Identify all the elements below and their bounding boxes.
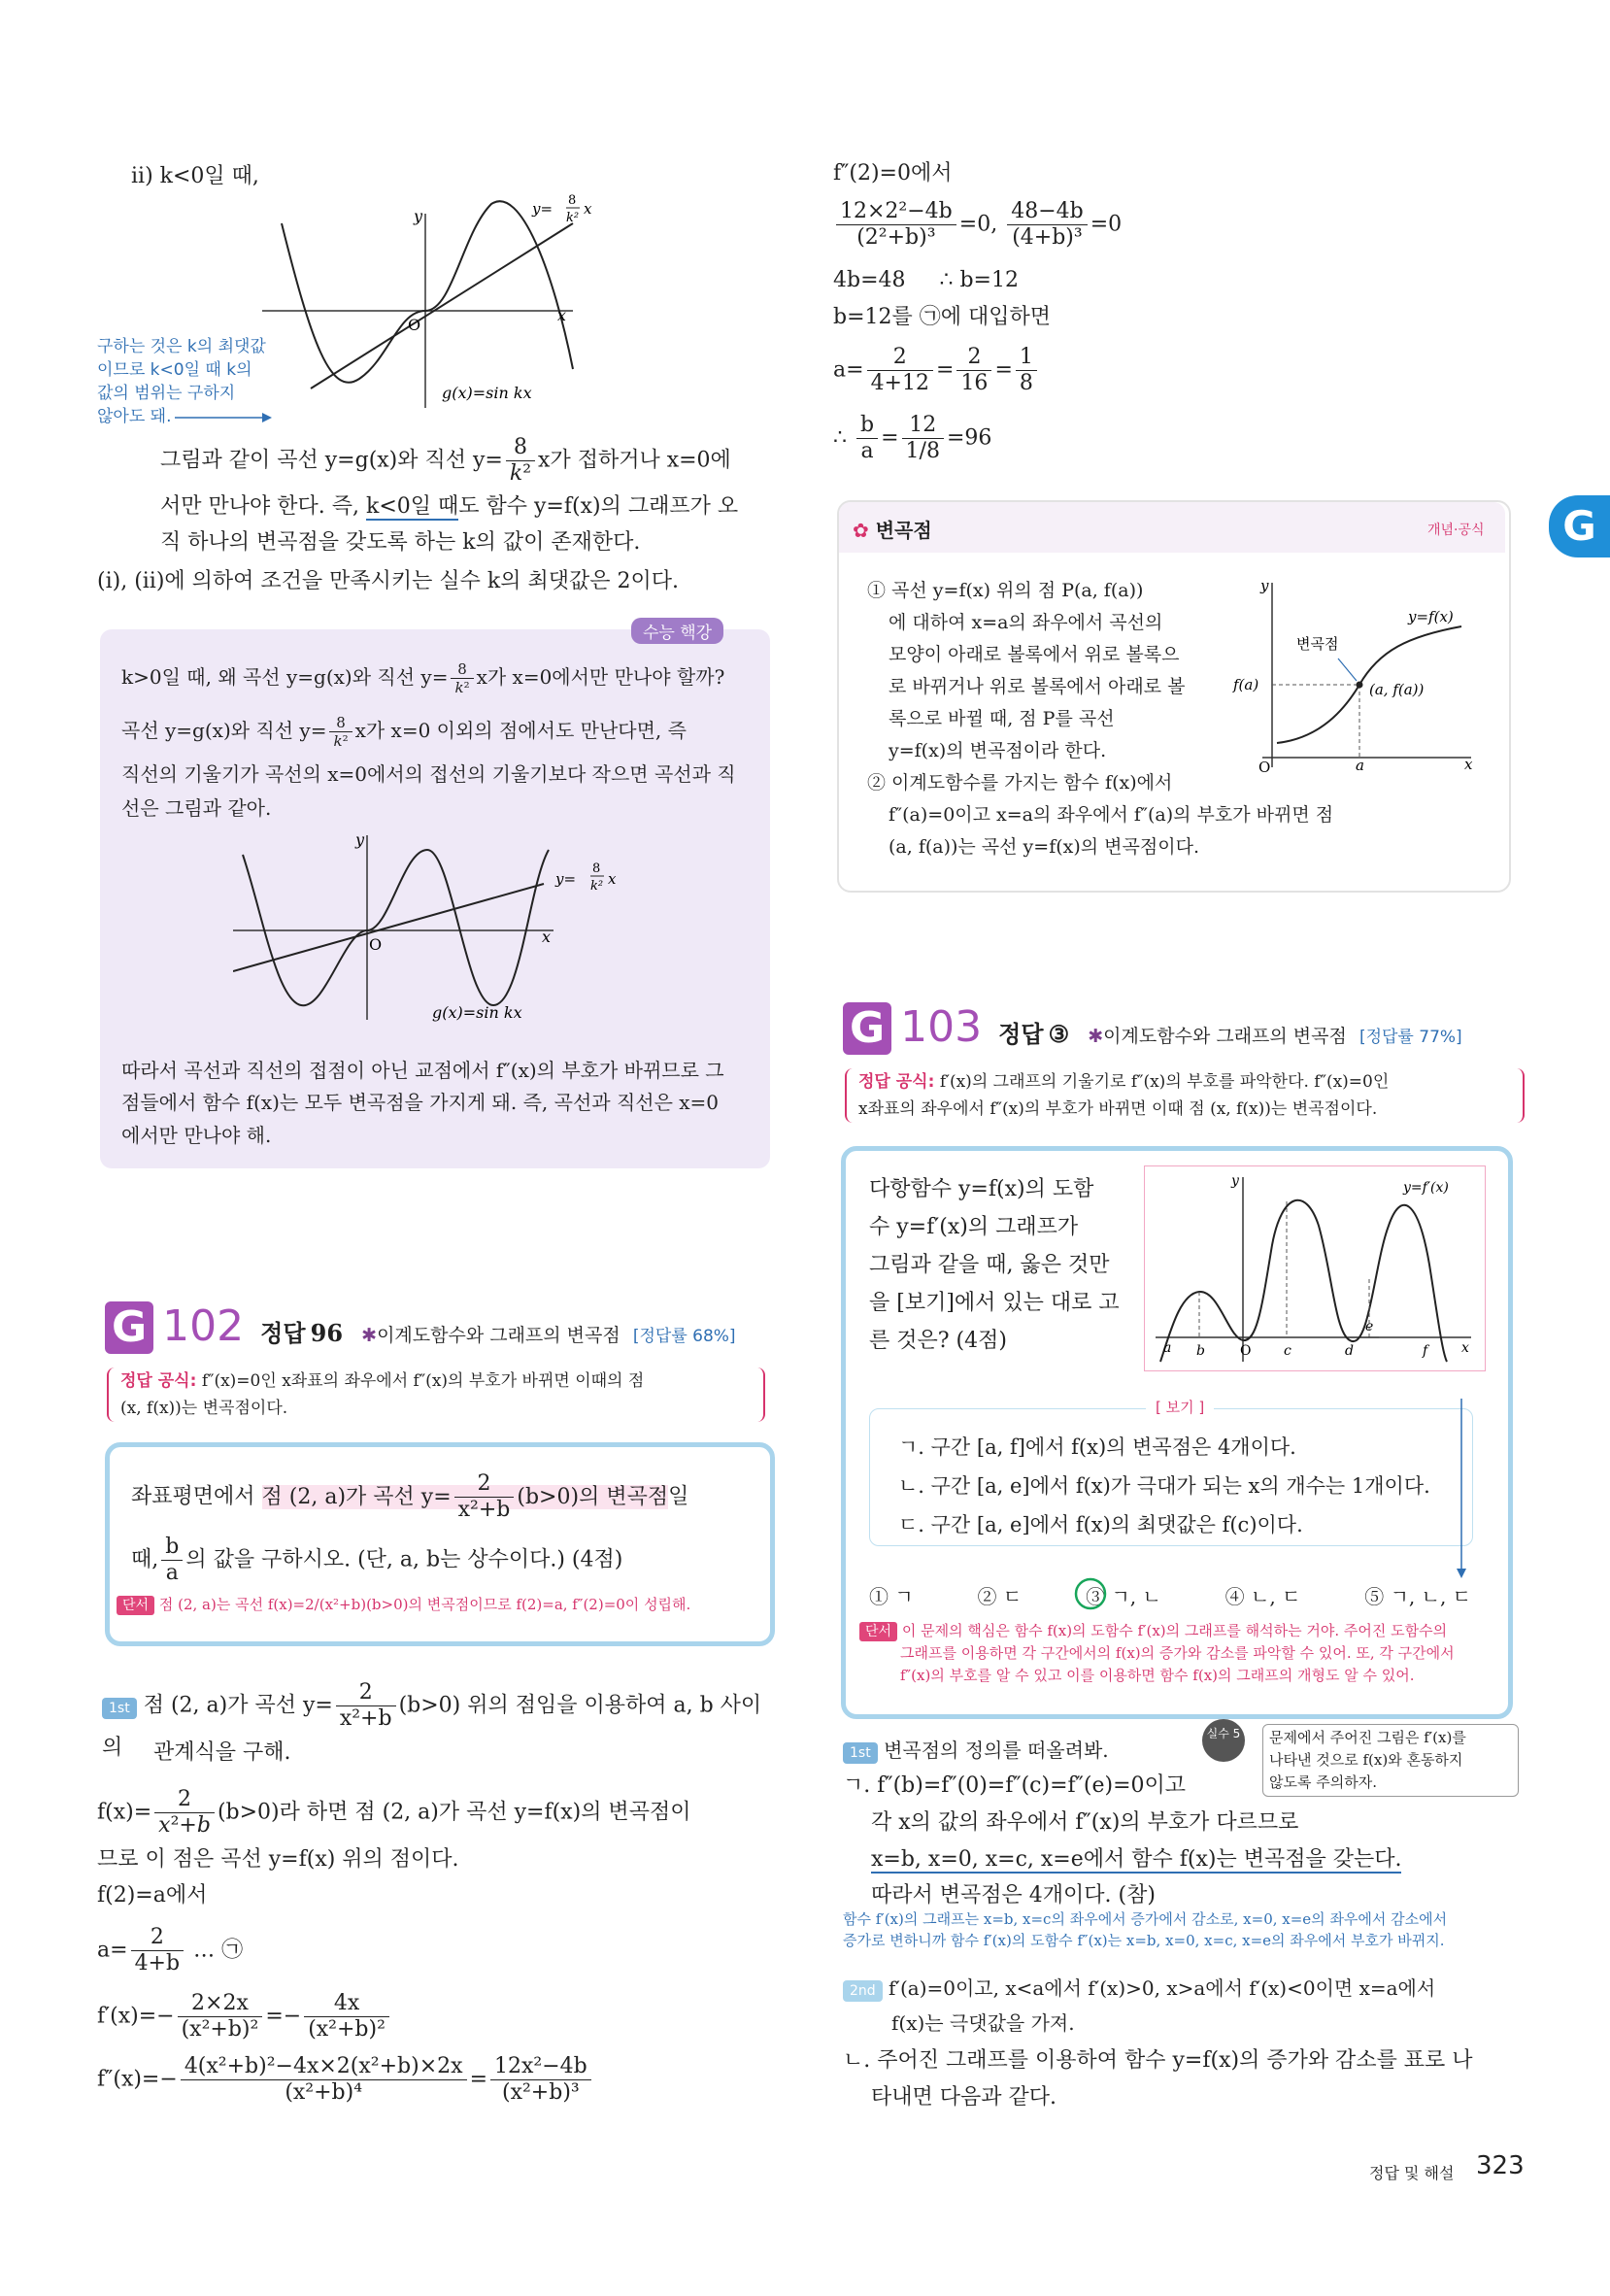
tip-p2: 직선의 기울기가 곡선의 x=0에서의 접선의 기울기보다 작으면 곡선과 직	[121, 762, 736, 786]
footer-label: 정답 및 해설	[1369, 2164, 1455, 2182]
bogi-item-2: ㄴ. 구간 [a, e]에서 f(x)가 극대가 되는 x의 개수는 1개이다.	[898, 1474, 1430, 1498]
p103-t2: 각 x의 값의 좌우에서 f″(x)의 부호가 다르므로	[871, 1810, 1299, 1835]
p102-s1: f(x)= $\frac{2}{\text{x²+b}}$ (b>0)라 하면 점 (2, a)가 곡선 y=f(x)의 변곡점이	[97, 1787, 691, 1838]
p103-step2: 2nd f′(a)=0이고, x<a에서 f′(x)>0, x>a에서 f′(x)<0이면 x=a에서	[843, 1972, 1435, 2005]
concept-body: ① 곡선 y=f(x) 위의 점 P(a, f(a)) 에 대하여 x=a의 좌우에서 곡선의 모양이 아래로 볼록에서 위로 볼록으 로 바뀌거나 위로 볼록에서 아래로 볼 록으로 바뀔 때, 점 P를 곡선 y=f(x)의 변곡점이라 한다. ② 이계도함수를 가지는 함수 f(x)에서 f″(a)=0이고 x=a의 좌우에서 f″(a)의 부호가 바뀌면 점 (a, f(a))는 곡선 y=f(x)의 변곡점이다.	[867, 580, 1334, 858]
graph-sine-intersect	[233, 826, 660, 1030]
caution-badge: 실수 5	[1202, 1719, 1245, 1762]
tick-f: f	[1423, 1343, 1428, 1359]
sine-curve	[282, 201, 573, 383]
a-label: a	[1356, 757, 1364, 774]
origin-label: O	[408, 316, 421, 334]
p102-step1: 1st 점 (2, a)가 곡선 y= $\frac{2}{\text{x²+b}}$ (b>0) 위의 점임을 이용하여 a, b 사이의	[102, 1680, 762, 1760]
caution-note: 문제에서 주어진 그림은 f′(x)를 나타낸 것으로 f(x)와 혼동하지 않도록 주의하자.	[1262, 1724, 1519, 1797]
p102-formula: 정답 공식: f″(x)=0인 x좌표의 좌우에서 f″(x)의 부호가 바뀌면 이때의 점 (x, f(x))는 변곡점이다.	[107, 1367, 765, 1422]
p103-question: 다항함수 y=f(x)의 도함 수 y=f′(x)의 그래프가 그림과 같을 때, 옳은 것만 을 [보기]에서 있는 대로 고 른 것은? (4점)	[869, 1177, 1120, 1353]
p102-number: 102	[162, 1301, 245, 1351]
p103-t3: x=b, x=0, x=c, x=e에서 함수 f(x)는 변곡점을 갖는다.	[871, 1847, 1402, 1872]
p103-step2-b: f(x)는 극댓값을 가져.	[891, 2011, 1075, 2035]
bogi-item-1: ㄱ. 구간 [a, f]에서 f(x)의 변곡점은 4개이다.	[898, 1435, 1296, 1459]
origin-label: O	[1258, 759, 1271, 776]
r4: b=12를 ㉠에 대입하면	[833, 305, 1052, 329]
p102-answer: 96	[310, 1319, 344, 1347]
p102-header: G 102 정답 96 ✱이계도함수와 그래프의 변곡점 [정답률 68%]	[105, 1301, 736, 1354]
concept-tag: 개념·공식	[1427, 523, 1485, 538]
point-label: (a, f(a))	[1369, 681, 1425, 698]
p103-formula: 정답 공식: f′(x)의 그래프의 기울기로 f″(x)의 부호를 파악한다. f″(x)=0인 x좌표의 좌우에서 f″(x)의 부호가 바뀌면 이때 점 (x, f(x))는 변곡점이다.	[845, 1068, 1525, 1123]
p102-rate: [정답률 68%]	[632, 1327, 736, 1346]
inflection-label: 변곡점	[1296, 635, 1339, 653]
curve-label: y=f(x)	[1408, 608, 1454, 625]
origin-label: O	[1240, 1343, 1252, 1359]
tip-p6: 에서만 만나야 해.	[121, 1124, 272, 1147]
line-frac-d: k²	[566, 211, 580, 225]
para4: (i), (ii)에 의하여 조건을 만족시키는 실수 k의 최댓값은 2이다.	[97, 569, 679, 593]
x-axis-label: x	[1461, 1340, 1469, 1356]
p103-badge: G	[843, 1002, 891, 1055]
x-axis-label: x	[557, 306, 567, 324]
tangent-line	[311, 223, 573, 388]
tick-e: e	[1365, 1319, 1374, 1334]
p102-topic: 이계도함수와 그래프의 변곡점	[377, 1325, 621, 1346]
r5: a= $\frac{2}{4+12}$ = $\frac{2}{16}$ = $\frac{1}{8}$	[833, 345, 1040, 396]
p103-note: 함수 f′(x)의 그래프는 x=b, x=c의 좌우에서 증가에서 감소로, x=0, x=e의 좌우에서 감소에서 증가로 변하니까 함수 f′(x)의 도함수 f″(x)는 x=b, x=0, x=c, x=e의 좌우에서 부호가 바뀌지.	[843, 1910, 1448, 1949]
p102-s6: f″(x)=− $\frac{\text{4(x²+b)²−4x×2(x²+b)×2x}}{\text{(x²+b)⁴}}$ = $\frac{\text{12x²−4b}}{\text{(x²+b)³}}$	[97, 2054, 796, 2106]
bogi-item-3: ㄷ. 구간 [a, e]에서 f(x)의 최댓값은 f(c)이다.	[898, 1513, 1303, 1536]
tip-p1: 곡선 y=g(x)와 직선 y= $\frac{8}{\text{k²}}$ x가 x=0 이외의 점에서도 만난다면, 즉	[121, 714, 687, 750]
p102-badge: G	[105, 1301, 153, 1354]
r2: $\frac{\text{12×2²−4b}}{\text{(2²+b)³}}$ =0, $\frac{48-4b}{\text{(4+b)³}}$ =0	[833, 199, 1122, 251]
sine-curve	[243, 850, 552, 1005]
p102-s3: f(2)=a에서	[97, 1883, 208, 1908]
p103-t1: ㄱ. f″(b)=f″(0)=f″(c)=f″(e)=0이고	[843, 1773, 1187, 1798]
p103-topic: 이계도함수와 그래프의 변곡점	[1103, 1026, 1347, 1047]
p102-s5: f′(x)=− $\frac{2\times 2x}{\text{(x²+b)²}}$ =− $\frac{4x}{\text{(x²+b)²}}$	[97, 1991, 777, 2043]
p103-rate: [정답률 77%]	[1358, 1028, 1462, 1047]
curve-label: g(x)=sin kx	[432, 1003, 522, 1022]
p103-answer-label: 정답	[998, 1021, 1044, 1048]
p102-answer-label: 정답	[260, 1320, 306, 1347]
line-label: y=	[532, 200, 553, 218]
fa-label: f(a)	[1233, 676, 1259, 693]
p103-t7: ㄴ. 주어진 그래프를 이용하여 함수 y=f(x)의 증가와 감소를 표로 나	[843, 2048, 1473, 2073]
choice-2[interactable]: ② ㄷ	[977, 1585, 1023, 1608]
choice-4[interactable]: ④ ㄴ, ㄷ	[1224, 1585, 1301, 1608]
y-axis-label: y	[355, 830, 365, 849]
x-axis-label: x	[542, 928, 552, 946]
p103-t8: 타내면 다음과 같다.	[871, 2085, 1057, 2110]
bogi-arrow	[1452, 1399, 1471, 1583]
y-axis-label: y	[1231, 1173, 1239, 1189]
r1: f″(2)=0에서	[833, 161, 953, 186]
line-frac-n: 8	[568, 193, 577, 208]
answer-circle-mark	[1072, 1575, 1109, 1612]
line	[233, 884, 544, 971]
p103-danseo: 단서 이 문제의 핵심은 함수 f(x)의 도함수 f′(x)의 그래프를 해석하는 거야. 주어진 도함수의 그래프를 이용하면 각 구간에서의 f(x)의 증가와 감소를 파악할 수 있어. 또, 각 구간에서 f″(x)의 부호를 알 수 있고 이를 이용하면 함수 f(x)의 그래프의 개형도 알 수 있어.	[859, 1620, 1495, 1687]
bogi-title: [ 보기 ]	[1146, 1397, 1214, 1417]
x-axis-label: x	[1464, 756, 1473, 773]
p103-step1: 1st 변곡점의 정의를 떠올려봐.	[843, 1734, 1109, 1767]
y-axis-label: y	[414, 207, 423, 225]
p103-number: 103	[900, 1002, 983, 1052]
p103-t4: 따라서 변곡점은 4개이다. (참)	[871, 1883, 1156, 1908]
choice-3[interactable]: ③ ㄱ, ㄴ	[1086, 1585, 1161, 1608]
p103-answer: ③	[1048, 1020, 1070, 1048]
concept-title: ✿ 변곡점	[853, 519, 932, 542]
origin-label: O	[369, 935, 383, 954]
tick-b: b	[1196, 1343, 1205, 1359]
choice-1[interactable]: ① ㄱ	[869, 1585, 914, 1608]
tick-c: c	[1284, 1343, 1291, 1359]
p102-s2: 므로 이 점은 곡선 y=f(x) 위의 점이다.	[97, 1847, 459, 1872]
choice-5[interactable]: ⑤ ㄱ, ㄴ, ㄷ	[1364, 1585, 1471, 1608]
p102-step1-c: 관계식을 구해.	[153, 1740, 291, 1765]
side-note-arrow	[175, 408, 282, 427]
tip-p4: 따라서 곡선과 직선의 접점이 아닌 교점에서 f″(x)의 부호가 바뀌므로 그	[121, 1059, 724, 1082]
tip-tag: 수능 핵강	[631, 618, 723, 644]
para2: 서만 만나야 한다. 즉, k<0일 때도 함수 y=f(x)의 그래프가 오	[160, 494, 739, 519]
tip-p3: 선은 그림과 같아.	[121, 796, 272, 820]
p102-q1: 좌표평면에서 점 (2, a)가 곡선 y= $\frac{2}{\text{x²+b}}$ (b>0)의 변곡점일	[131, 1471, 689, 1522]
choices	[869, 1581, 1471, 1609]
r6: ∴ $\frac{b}{a}$ = $\frac{12}{1/8}$ =96	[833, 413, 992, 463]
line-var: x	[608, 870, 617, 888]
side-chapter-badge: G	[1549, 495, 1610, 557]
para1: 그림과 같이 곡선 y=g(x)와 직선 y= $\frac{8}{\text{k²}}$ x가 접하거나 x=0에	[160, 435, 731, 486]
tick-a: a	[1163, 1340, 1172, 1356]
r3: 4b=48 ∴ b=12	[833, 268, 1019, 292]
para3: 직 하나의 변곡점을 갖도록 하는 k의 값이 존재한다.	[160, 530, 641, 555]
side-note: 구하는 것은 k의 최댓값 이므로 k<0일 때 k의 값의 범위는 구하지 않아도 돼.	[97, 337, 266, 426]
p102-danseo: 단서 점 (2, a)는 곡선 f(x)=2/(x²+b)(b>0)의 변곡점이므로 f(2)=a, f″(2)=0이 성립해.	[117, 1593, 762, 1616]
p103-header: G 103 정답 ③ ✱이계도함수와 그래프의 변곡점 [정답률 77%]	[843, 1002, 1462, 1055]
line-label: y=	[555, 870, 577, 888]
line-frac-d: k²	[590, 879, 604, 894]
tip-question: k>0일 때, 왜 곡선 y=g(x)와 직선 y= $\frac{8}{\text{k²}}$ x가 x=0에서만 만나야 할까?	[121, 660, 725, 696]
y-axis-label: y	[1260, 577, 1269, 594]
line-frac-n: 8	[592, 861, 601, 876]
p102-s4: a= $\frac{2}{4+b}$ … ㉠	[97, 1925, 244, 1975]
curve-label: y=f′(x)	[1403, 1180, 1449, 1196]
p102-q2: 때, $\frac{b}{a}$ 의 값을 구하시오. (단, a, b는 상수이다.) (4점)	[131, 1535, 623, 1585]
bogi-items	[898, 1428, 1430, 1544]
graph-sine-tangent	[262, 185, 612, 418]
case-ii-heading: ii) k<0일 때,	[131, 164, 259, 188]
concept-graph	[1224, 573, 1476, 777]
concept-header	[839, 502, 1505, 553]
tip-p5: 점들에서 함수 f(x)는 모두 변곡점을 가지게 돼. 즉, 곡선과 직선은 x=0	[121, 1091, 720, 1114]
page-number: 323	[1476, 2151, 1525, 2180]
line-var: x	[584, 200, 592, 218]
tick-d: d	[1345, 1343, 1354, 1359]
p103-graph	[1146, 1167, 1482, 1367]
curve-label: g(x)=sin kx	[442, 384, 532, 402]
flower-icon: ✿	[853, 519, 869, 542]
